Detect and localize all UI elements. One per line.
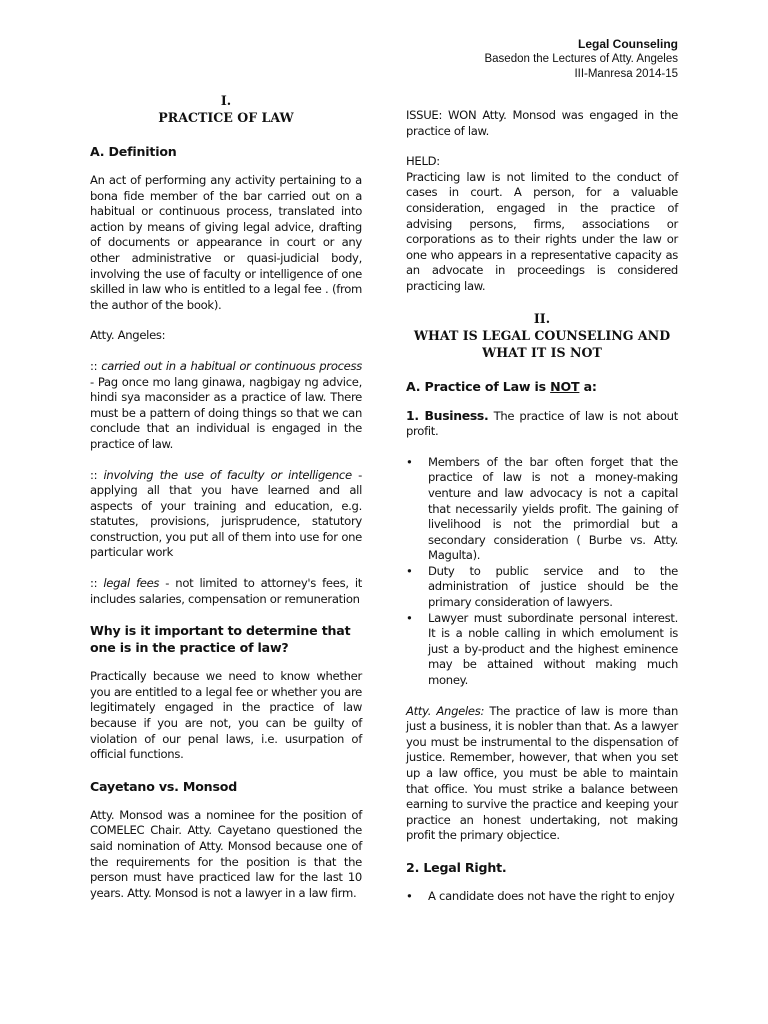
legal-right-heading: 2. Legal Right. xyxy=(406,859,507,875)
section-number: II. xyxy=(533,310,551,326)
why-heading: Why is it important to determine that one is in the practice of law? xyxy=(90,623,351,656)
held-paragraph: Practicing law is not limited to the conduct of cases in court. A person, for a valuable consideration, engaged in the practice of advising persons, firms, associations or corporations as to their rights under the law or one who appears in a representative capacity as an advocate in proceedings is considered practicing law. xyxy=(406,169,678,293)
held-label: HELD: xyxy=(406,154,440,169)
note-faculty: :: involving the use of faculty or intelligence - applying all that you have learned and all aspects of your training and education, e.g. statutes, provisions, jurisprudence, statutory construction, you put all of them into use for one particular work xyxy=(90,467,362,560)
subhead-not: A. Practice of Law is NOT a: xyxy=(406,378,597,394)
section-heading-1 xyxy=(90,92,362,126)
right-column xyxy=(406,108,678,920)
left-column xyxy=(90,92,362,916)
note-term: carried out in a habitual or continuous process xyxy=(101,358,362,373)
case-heading: Cayetano vs. Monsod xyxy=(90,778,238,794)
issue-paragraph: ISSUE: WON Atty. Monsod was engaged in the practice of law. xyxy=(406,108,678,138)
note-term: involving the use of faculty or intelligence xyxy=(103,467,352,482)
list-item: • Members of the bar often forget that the practice of law is not a money-making venture and law advocacy is not a capital that necessarily yields profit. The gaining of livelihood is not the primordial but a secondary consideration ( Burbe vs. Atty. Magulta). xyxy=(406,455,678,564)
atty-paragraph: Atty. Angeles: The practice of law is more than just a business, it is nobler than that. As a lawyer you must be instrumental to the dispensation of justice. Remember, however, that when you set up a law office, you must be able to maintain that office. You must strike a balance between earning to survive the practice and keeping your practice an honest undertaking, not making profit the primary objectice. xyxy=(406,703,678,843)
header-title: Legal Counseling xyxy=(577,37,678,51)
section-heading-2 xyxy=(406,310,678,361)
list-item: • Duty to public service and to the administration of justice should be the primary consideration of lawyers. xyxy=(406,564,678,611)
atty-label: Atty. Angeles: xyxy=(90,328,166,343)
legal-right-bullets xyxy=(406,889,678,905)
header-class: III-Manresa 2014-15 xyxy=(574,68,678,80)
definition-paragraph: An act of performing any activity pertaining to a bona fide member of the bar carried out on a habitual or continuous process, translated into action by means of giving legal advice, drafting of documents or appearance in court or any other administrative or quasi-judicial body, involving the use of faculty or intelligence of one skilled in law who is entitled to a legal fee . (from the author of the book). xyxy=(90,173,362,312)
list-item: • A candidate does not have the right to enjoy xyxy=(406,889,678,905)
header-subtitle: Basedon the Lectures of Atty. Angeles xyxy=(484,53,678,65)
case-paragraph: Atty. Monsod was a nominee for the position of COMELEC Chair. Atty. Cayetano questioned the said nomination of Atty. Monsod because one of the requirements for the position is that the person must have practiced law for the last 10 years. Atty. Monsod is not a lawyer in a law firm. xyxy=(90,807,362,900)
business-bullets xyxy=(406,455,678,689)
definition-heading: A. Definition xyxy=(90,144,177,159)
note-habitual: :: carried out in a habitual or continuous process - Pag once mo lang ginawa, nagbigay ng advice, hindi sya maconsider as a practice of law. There must be a pattern of doing things so that we can conclude that an individual is engaged in the practice of law. xyxy=(90,358,362,451)
section-title: WHAT IS LEGAL COUNSELING AND WHAT IT IS NOT xyxy=(413,327,671,360)
section-title: PRACTICE OF LAW xyxy=(158,110,294,125)
note-legal-fees: :: legal fees - not limited to attorney's fees, it includes salaries, compensation or remuneration xyxy=(90,576,362,606)
section-number: I. xyxy=(220,93,232,108)
why-paragraph: Practically because we need to know whether you are entitled to a legal fee or whether you are legitimately engaged in the practice of law because if you are not, you can be guilty of violation of our penal laws, i.e. usurpation of official functions. xyxy=(90,669,362,762)
page-header xyxy=(484,37,678,82)
list-item: • Lawyer must subordinate personal interest. It is a noble calling in which emolument is just a by-product and the highest eminence may be attained without making much money. xyxy=(406,611,678,689)
note-term: legal fees xyxy=(103,576,160,591)
business-paragraph: 1. Business. The practice of law is not about profit. xyxy=(406,407,678,439)
